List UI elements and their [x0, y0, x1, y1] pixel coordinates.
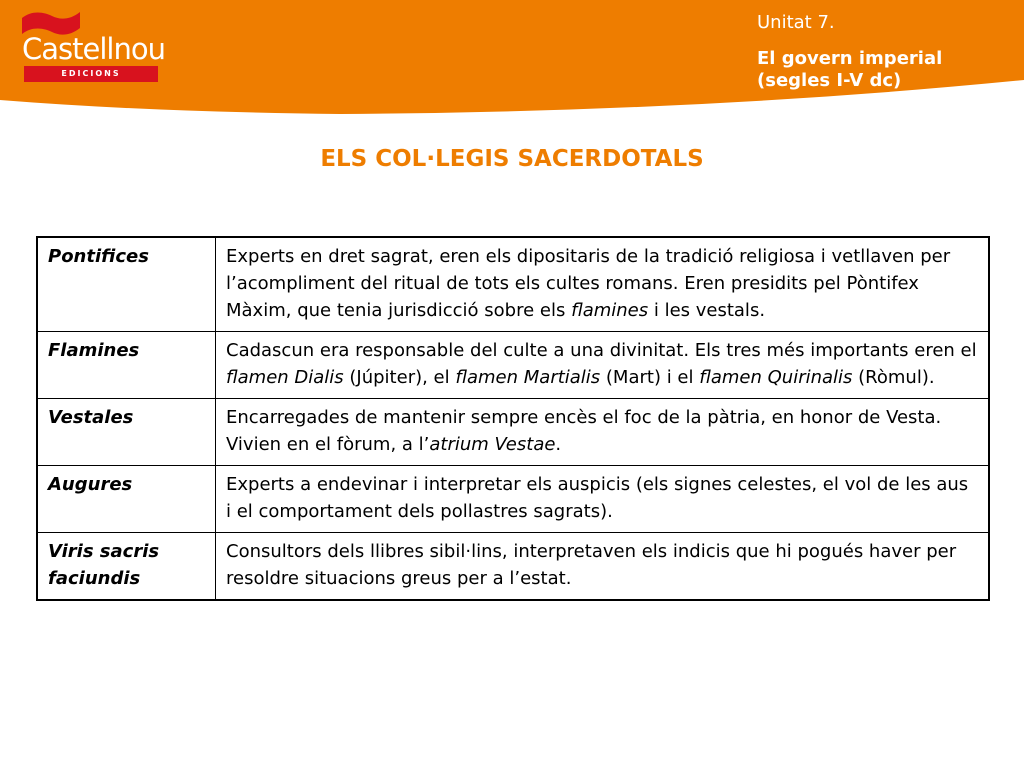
- college-description: [216, 533, 990, 601]
- description-text: .: [555, 434, 562, 455]
- description-text: Experts en dret sagrat, eren els dipositaris de la tradició religiosa i vetllaven per l’acompliment del ritual de tots els cultes romans. Eren presidits pel Pòntifex Màxim, que tenia jurisdicció sobre els: [226, 246, 951, 321]
- description-text: Cadascun era responsable del culte a una divinitat. Els tres més importants eren el: [226, 340, 977, 361]
- description-text: (Ròmul).: [852, 367, 935, 388]
- table-body: [37, 237, 989, 600]
- unit-info: [757, 12, 1017, 92]
- table-row: [37, 399, 989, 466]
- description-text: (Mart) i el: [600, 367, 700, 388]
- college-name: Augures: [37, 466, 216, 533]
- description-text: Consultors dels llibres sibil·lins, interpretaven els indicis que hi pogués haver per resoldre situacions greus per a l’estat.: [226, 541, 957, 589]
- unit-label: Unitat 7.: [757, 12, 835, 33]
- college-description: [216, 332, 990, 399]
- table-row: [37, 332, 989, 399]
- italic-term: flamen Quirinalis: [699, 367, 853, 388]
- italic-term: flamen Martialis: [455, 367, 601, 388]
- college-name: Viris sacris faciundis: [37, 533, 216, 601]
- college-description: [216, 237, 990, 332]
- priestly-colleges-table: [36, 236, 990, 601]
- header-banner: [0, 0, 1024, 118]
- italic-term: flamines: [571, 300, 649, 321]
- table-row: [37, 466, 989, 533]
- college-name: Pontifices: [37, 237, 216, 332]
- logo-name: Castellnou: [22, 32, 165, 66]
- table-row: [37, 533, 989, 601]
- description-text: Experts a endevinar i interpretar els auspicis (els signes celestes, el vol de les aus i el comportament dels pollastres sagrats).: [226, 474, 969, 522]
- description-text: (Júpiter), el: [343, 367, 456, 388]
- italic-term: atrium Vestae: [429, 434, 556, 455]
- logo-subtitle: EDICIONS: [24, 66, 158, 82]
- college-description: [216, 399, 990, 466]
- description-text: i les vestals.: [648, 300, 766, 321]
- description-text: Encarregades de mantenir sempre encès el foc de la pàtria, en honor de Vesta. Vivien en el fòrum, a l’: [226, 407, 942, 455]
- table-row: [37, 237, 989, 332]
- publisher-logo: [20, 8, 165, 78]
- college-name: Flamines: [37, 332, 216, 399]
- italic-term: flamen Dialis: [226, 367, 344, 388]
- college-description: [216, 466, 990, 533]
- unit-title: El govern imperial (segles I-V dc): [757, 48, 943, 91]
- page-title: ELS COL·LEGIS SACERDOTALS: [320, 146, 704, 172]
- college-name: Vestales: [37, 399, 216, 466]
